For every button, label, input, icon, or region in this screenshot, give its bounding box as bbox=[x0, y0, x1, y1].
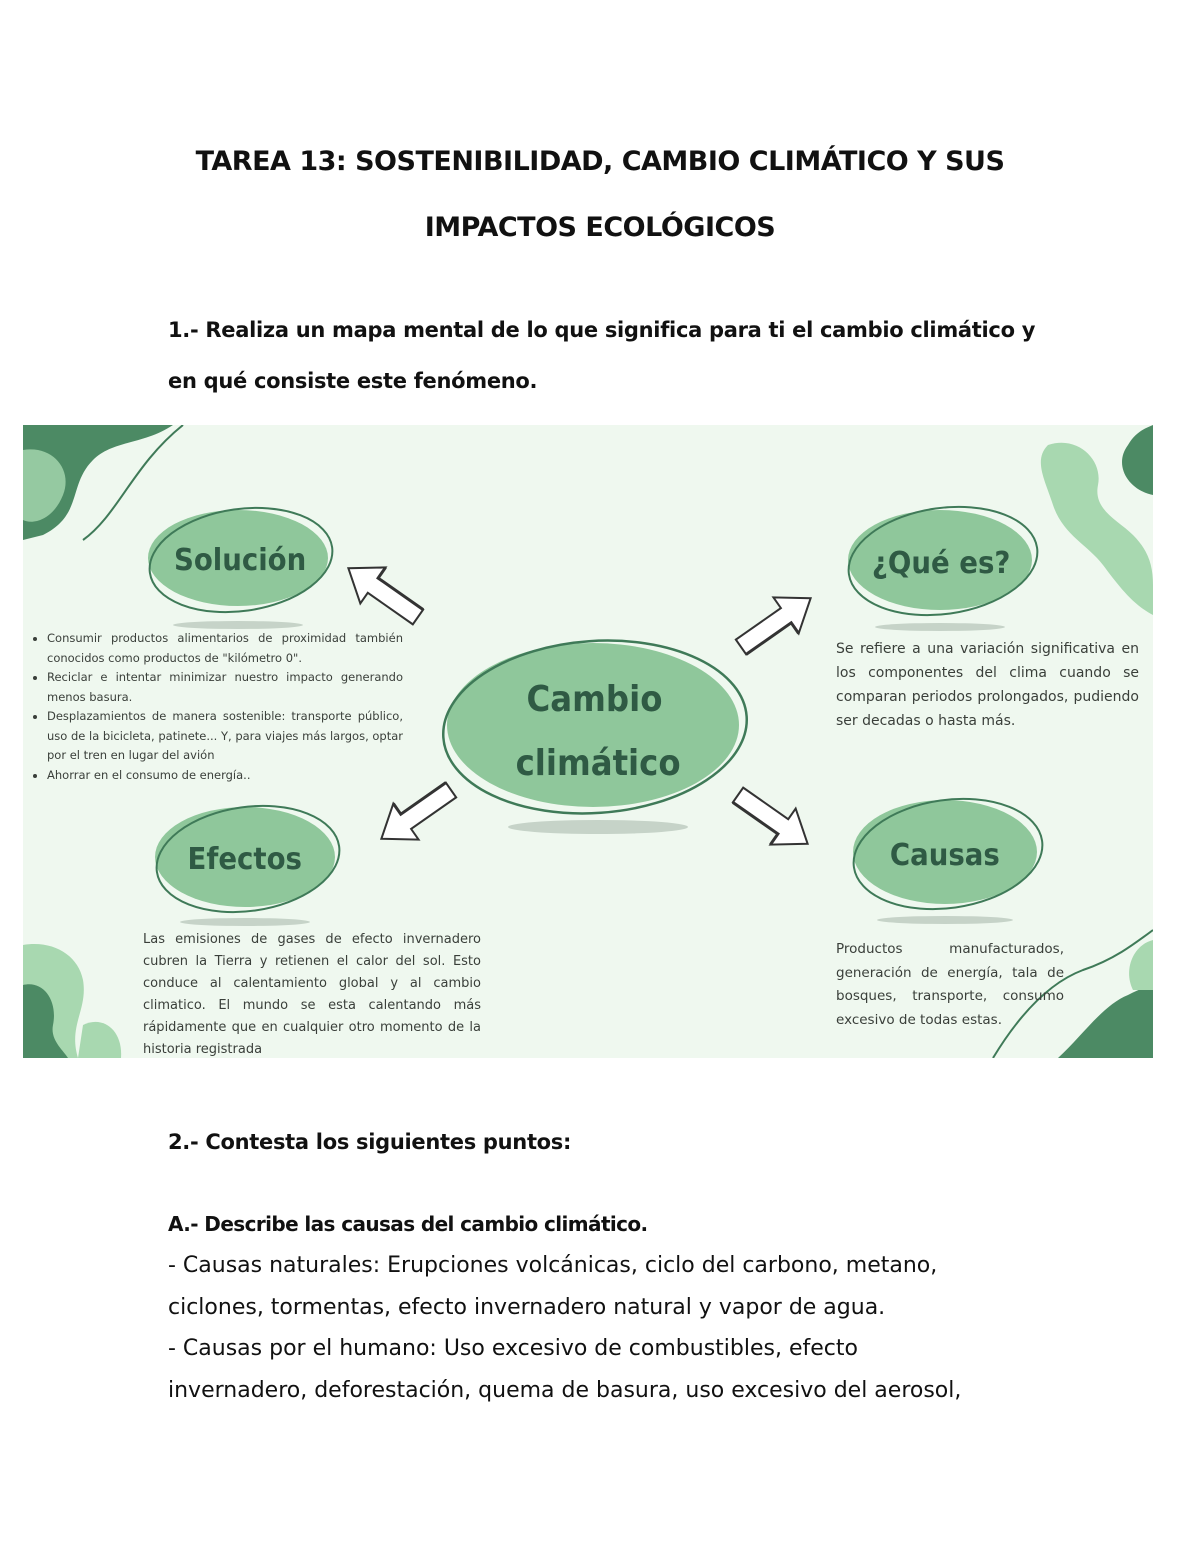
causas-text: Productos manufacturados, generación de energía, tala de bosques, transporte, consumo excesivo de todas estas. bbox=[836, 941, 1064, 1028]
que-es-shadow bbox=[875, 623, 1005, 631]
section-a-line: ciclones, tormentas, efecto invernadero natural y vapor de agua. bbox=[168, 1295, 886, 1320]
question-1-line-2: en qué consiste este fenómeno. bbox=[168, 369, 538, 393]
question-1-line-1: 1.- Realiza un mapa mental de lo que significa para ti el cambio climático y bbox=[168, 318, 1036, 342]
center-heading-line-1: Cambio bbox=[526, 678, 663, 721]
causas-heading: Causas bbox=[889, 836, 1000, 873]
section-a-line: - Causas naturales: Erupciones volcánicas, ciclo del carbono, metano, bbox=[168, 1253, 938, 1278]
solucion-item: • Reciclar e intentar minimizar nuestro impacto generando menos basura. bbox=[47, 668, 403, 707]
efectos-shadow bbox=[180, 918, 310, 926]
solucion-heading: Solución bbox=[173, 541, 307, 578]
solucion-shadow bbox=[173, 621, 303, 629]
section-a-line: - Causas por el humano: Uso excesivo de combustibles, efecto bbox=[168, 1336, 858, 1361]
mind-map-image bbox=[23, 425, 1153, 1058]
solucion-item: • Desplazamientos de manera sostenible: transporte público, uso de la bicicleta, patinete... Y, para viajes más largos, optar por el tren en lugar del avión bbox=[47, 707, 403, 766]
arrow-to-que-es bbox=[728, 580, 823, 665]
blob-top-right bbox=[1122, 425, 1153, 495]
blob-bottom-right-light bbox=[1129, 940, 1153, 990]
blob-bottom-left-light bbox=[78, 1022, 121, 1058]
section-a-heading: A.- Describe las causas del cambio climático. bbox=[168, 1212, 648, 1236]
solucion-item: • Ahorrar en el consumo de energía.. bbox=[47, 766, 403, 786]
solucion-list bbox=[33, 629, 403, 785]
document-title-line-1: TAREA 13: SOSTENIBILIDAD, CAMBIO CLIMÁTICO Y SUS bbox=[195, 146, 1005, 177]
blob-bottom-right bbox=[1058, 985, 1153, 1058]
efectos-heading: Efectos bbox=[187, 840, 302, 877]
que-es-text: Se refiere a una variación significativa en los componentes del clima cuando se comparan periodos prolongados, pudiendo ser decadas o hasta más. bbox=[836, 641, 1139, 729]
que-es-heading: ¿Qué es? bbox=[871, 544, 1011, 581]
causas-shadow bbox=[877, 916, 1013, 924]
arrow-to-solucion bbox=[336, 550, 431, 635]
question-2: 2.- Contesta los siguientes puntos: bbox=[168, 1130, 572, 1154]
efectos-text: Las emisiones de gases de efecto invernadero cubren la Tierra y retienen el calor del sol. Esto conduce al calentamiento global y al cambio climatico. El mundo se esta calentando más rápidamente que en cualquier otro momento de la historia registrada bbox=[143, 932, 481, 1057]
center-shadow bbox=[508, 820, 688, 834]
document-title-line-2: IMPACTOS ECOLÓGICOS bbox=[424, 212, 776, 243]
section-a-line: invernadero, deforestación, quema de basura, uso excesivo del aerosol, bbox=[168, 1378, 962, 1403]
solucion-item: • Consumir productos alimentarios de proximidad también conocidos como productos de "kilómetro 0". bbox=[47, 629, 403, 668]
center-heading-line-2: climático bbox=[515, 742, 681, 785]
arrow-to-causas bbox=[725, 777, 820, 862]
